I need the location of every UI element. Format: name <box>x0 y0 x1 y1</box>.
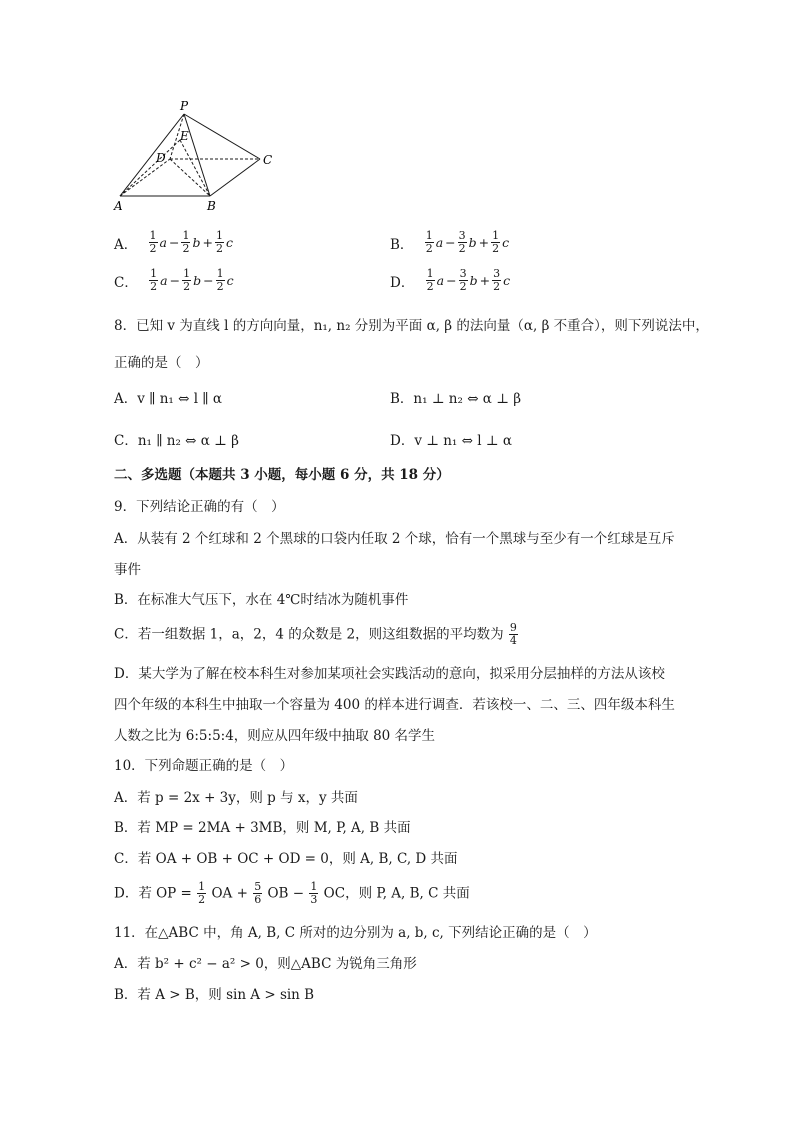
pyramid-figure <box>112 100 282 215</box>
label-A: A <box>114 199 123 213</box>
q10-stem: 10．下列命题正确的是（ ） <box>114 758 294 774</box>
q9-option-d-line1[interactable]: D．某大学为了解在校本科生对参加某项社会实践活动的意向，拟采用分层抽样的方法从该校 <box>114 666 665 682</box>
q9-option-a-line1[interactable]: A．从装有 2 个红球和 2 个黑球的口袋内任取 2 个球，恰有一个黑球与至少有一个红球是互斥 <box>114 531 675 547</box>
q8-option-c[interactable]: C．n₁ ∥ n₂ ⇔ α ⊥ β <box>114 433 239 449</box>
edge-PA <box>120 114 184 196</box>
q11-option-b[interactable]: B．若 A > B，则 sin A > sin B <box>114 987 315 1003</box>
q8-option-d[interactable]: D．v ⊥ n₁ ⇔ l ⊥ α <box>390 433 512 449</box>
label-P: P <box>180 100 189 113</box>
q10-option-d[interactable]: D．若 OP = $\frac{1}{2}$ OA + $\frac{5}{6}$ OB − $\frac{1}{3}$ OC，则 P, A, B, C 共面 <box>114 880 470 906</box>
q10-option-b[interactable]: B．若 MP = 2MA + 3MB，则 M, P, A, B 共面 <box>114 820 411 836</box>
label-E: E <box>180 129 189 143</box>
q9-option-d-line2: 四个年级的本科生中抽取一个容量为 400 的样本进行调查．若该校一、二、三、四年级本科生 <box>114 697 675 713</box>
q10-option-c[interactable]: C．若 OA + OB + OC + OD = 0，则 A, B, C, D 共面 <box>114 851 458 867</box>
q9-option-b[interactable]: B．在标准大气压下，水在 4℃时结冰为随机事件 <box>114 592 409 608</box>
q7-option-d[interactable]: D． $\frac{1}{2}$ a − $\frac{3}{2}$ b + $\frac{3}{2}$ c <box>390 267 511 293</box>
q9-option-d-line3: 人数之比为 6:5:5:4，则应从四年级中抽取 80 名学生 <box>114 728 436 744</box>
q9-stem: 9．下列结论正确的有（ ） <box>114 499 285 515</box>
label-B: B <box>207 199 216 213</box>
q9-option-c[interactable]: C．若一组数据 1，a，2，4 的众数是 2，则这组数据的平均数为 $\frac{9}{4}$ <box>114 621 517 647</box>
label-C: C <box>263 153 273 167</box>
fraction-9-4: $\frac{9}{4}$ <box>509 621 517 647</box>
q11-stem: 11．在△ABC 中，角 A, B, C 所对的边分别为 a, b, c, 下列结论正确的是（ ） <box>114 925 597 941</box>
q7-option-c[interactable]: C． $\frac{1}{2}$ a − $\frac{1}{2}$ b − $\frac{1}{2}$ c <box>114 267 234 293</box>
q7-option-a[interactable]: A． $\frac{1}{2}$ a − $\frac{1}{2}$ b + $\frac{1}{2}$ c <box>114 229 233 255</box>
q11-option-a[interactable]: A．若 b² + c² − a² > 0，则△ABC 为锐角三角形 <box>114 956 417 972</box>
section-heading-multiple-choice: 二、多选题（本题共 3 小题，每小题 6 分，共 18 分） <box>114 467 450 483</box>
q8-option-b[interactable]: B．n₁ ⊥ n₂ ⇔ α ⊥ β <box>390 391 522 407</box>
q8-option-a[interactable]: A．v ∥ n₁ ⇔ l ∥ α <box>114 391 222 407</box>
segment-EA <box>120 140 180 196</box>
q9-option-a-line2: 事件 <box>114 562 141 578</box>
q8-stem-line2: 正确的是（ ） <box>114 355 209 371</box>
label-D: D <box>156 151 166 165</box>
edge-BC <box>210 159 260 196</box>
edge-PC <box>184 114 260 159</box>
q10-option-a[interactable]: A．若 p = 2x + 3y，则 p 与 x，y 共面 <box>114 790 358 806</box>
q7-option-b[interactable]: B． $\frac{1}{2}$ a − $\frac{3}{2}$ b + $\frac{1}{2}$ c <box>390 229 510 255</box>
q8-stem-line1: 8．已知 v 为直线 l 的方向向量，n₁, n₂ 分别为平面 α, β 的法向量（α, β 不重合），则下列说法中， <box>114 318 709 334</box>
